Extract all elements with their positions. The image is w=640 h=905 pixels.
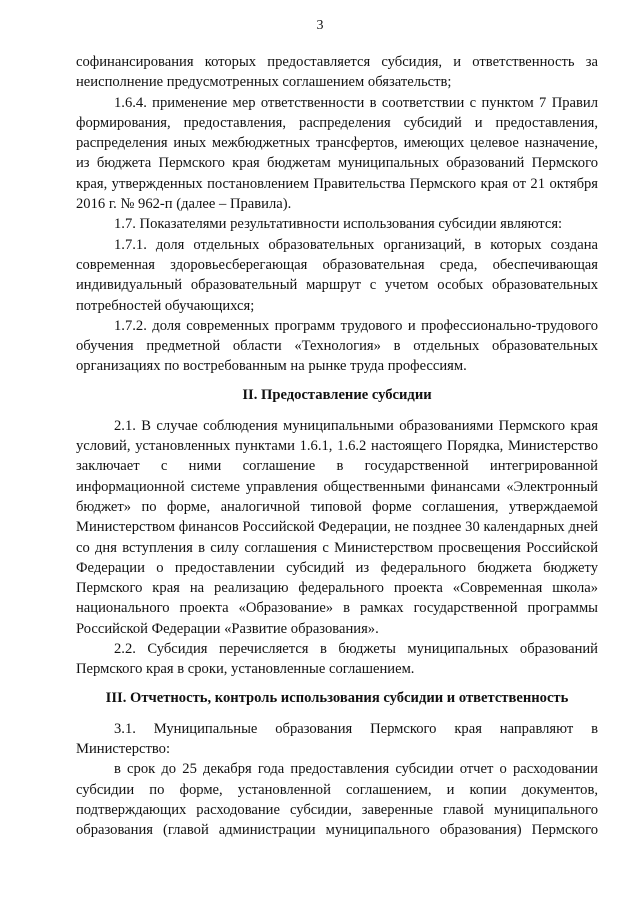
paragraph: 1.7. Показателями результативности использования субсидии являются: xyxy=(114,216,563,233)
paragraph: 3.1. Муниципальные образования Пермского края направляют в Министерство: xyxy=(76,720,598,757)
paragraph: 2.1. В случае соблюдения муниципальными образованиями Пермского края условий, установленных пунктами 1.6.1, 1.6.2 настоящего Порядка, Министерство заключает с ними соглашение в государственной интегрированной информационной системе управления общественными финансами «Электронный бюджет» по форме, аналогичной типовой форме соглашения, утверждаемой Министерством финансов Российской Федерации, не позднее 30 календарных дней со дня вступления в силу соглашения с Министерством просвещения Российской Федерации о предоставлении субсидий из федерального бюджета бюджету Пермского края на реализацию федерального проекта «Современная школа» национального проекта «Образование» в рамках государственной программы Российской Федерации «Развитие образования». xyxy=(76,417,598,637)
section-heading: III. Отчетность, контроль использования субсидии и ответственность xyxy=(105,689,569,706)
document-body xyxy=(76,52,598,840)
paragraph: 1.6.4. применение мер ответственности в соответствии с пунктом 7 Правил формирования, предоставления, распределения субсидий и предоставления, распределения иных межбюджетных трансфертов, имеющих целевое назначение, из бюджета Пермского края бюджетам муниципальных образований Пермского края, утвержденных постановлением Правительства Пермского края от 21 октября 2016 г. № 962-п (далее – Правила). xyxy=(76,94,598,213)
paragraph: 2.2. Субсидия перечисляется в бюджеты муниципальных образований Пермского края в сроки, установленные соглашением. xyxy=(76,641,598,678)
paragraph: 1.7.1. доля отдельных образовательных организаций, в которых создана современная здоровьесберегающая образовательная среда, обеспечивающая индивидуальный образовательный маршрут с учетом особых образовательных потребностей обучающихся; xyxy=(76,236,598,314)
paragraph: 1.7.2. доля современных программ трудового и профессионально-трудового обучения предметной области «Технология» в отдельных образовательных организациях по востребованным на рынке труда профессиям. xyxy=(76,317,598,375)
page-number: 3 xyxy=(316,18,324,33)
paragraph: в срок до 25 декабря года предоставления субсидии отчет о расходовании субсидии по форме, установленной соглашением, и копии документов, подтверждающих расходование субсидии, заверенные главой муниципального образования (главой администрации муниципального образования) Пермского xyxy=(76,761,598,839)
section-heading: II. Предоставление субсидии xyxy=(242,386,432,403)
paragraph: софинансирования которых предоставляется субсидия, и ответственность за неисполнение предусмотренных соглашением обязательств; xyxy=(76,54,598,91)
